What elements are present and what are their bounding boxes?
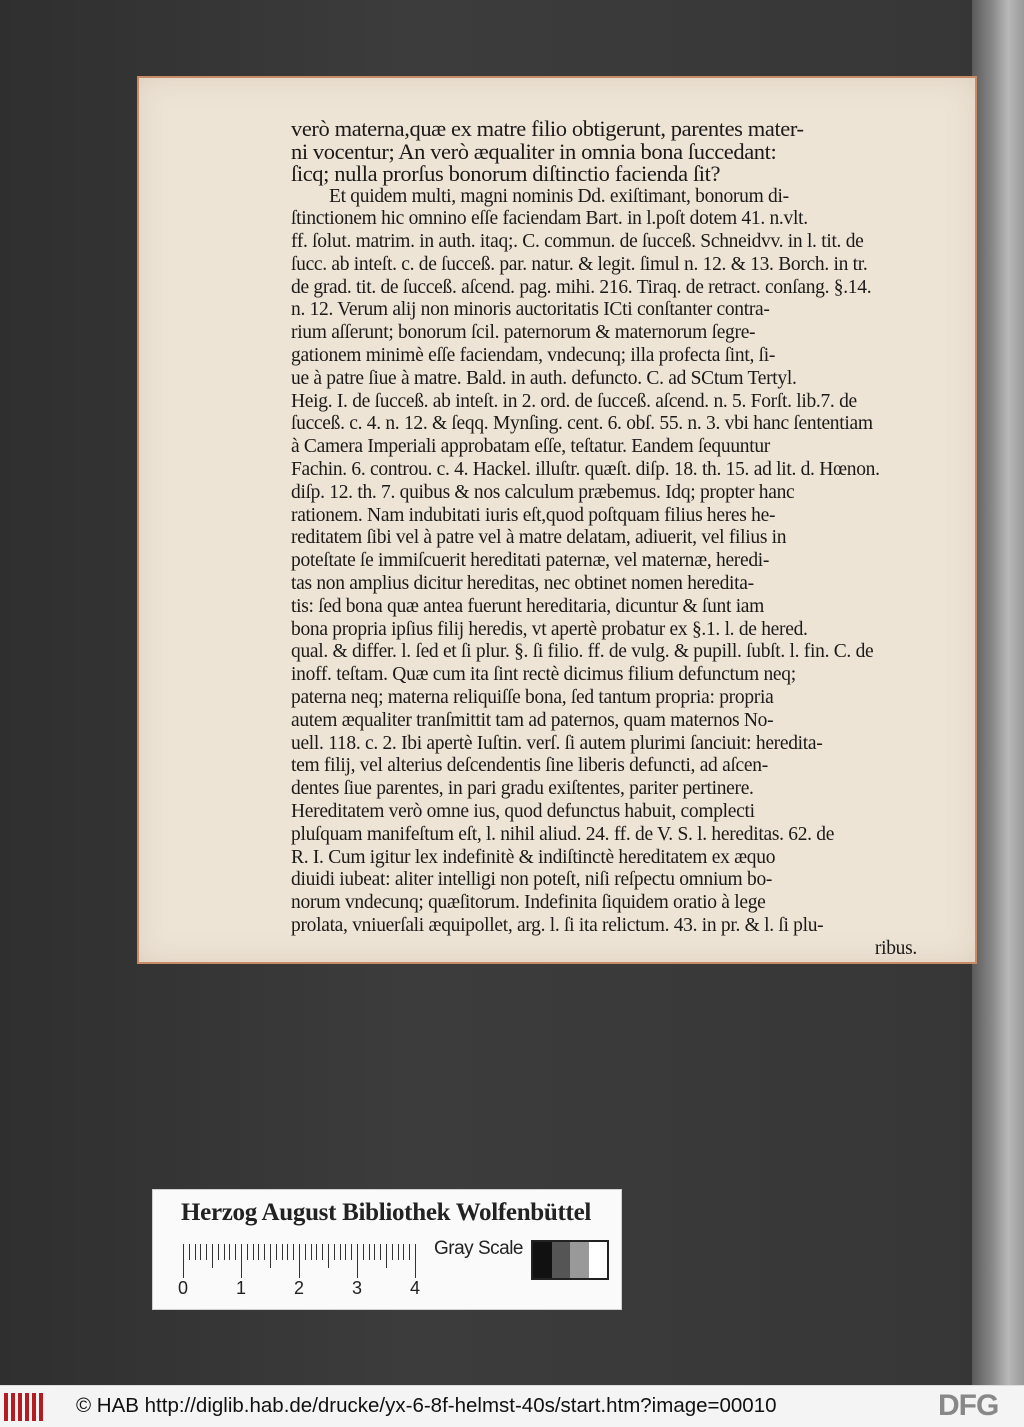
text-line: autem æqualiter tranſmittit tam ad paternos, quam maternos No-	[291, 709, 774, 731]
text-line: Fachin. 6. controu. c. 4. Hackel. illuſtr. quæſt. diſp. 18. th. 15. ad lit. d. Hœnon.	[291, 459, 880, 481]
gray-swatch	[570, 1242, 589, 1278]
footer-bar	[0, 1385, 1024, 1427]
library-name: Herzog August Bibliothek Wolfenbüttel	[181, 1199, 592, 1226]
text-line: ſucceß. c. 4. n. 12. & ſeqq. Mynſing. cent. 6. obſ. 55. n. 3. vbi hanc ſententiam	[291, 413, 873, 435]
ruler-number: 1	[236, 1278, 247, 1298]
ruler-tick	[224, 1244, 225, 1260]
text-line: reditatem ſibi vel à patre vel à matre delatam, adiuerit, vel filius in	[291, 527, 787, 549]
ruler-tick	[345, 1244, 346, 1260]
text-line: ni vocentur; An verò æqualiter in omnia bona ſuccedant:	[291, 138, 777, 164]
gray-swatch	[552, 1242, 571, 1278]
text-line: uell. 118. c. 2. Ibi apertè Iuſtin. verſ. ſi autem plurimi ſanciuit: heredita-	[291, 732, 823, 754]
ruler-tick	[258, 1244, 259, 1260]
text-line: n. 12. Verum alij non minoris auctoritatis ICti conſtanter contra-	[291, 299, 770, 321]
ruler-tick	[316, 1244, 317, 1260]
text-line: ſucc. ab inteſt. c. de ſucceß. par. natur. & legit. ſimul n. 12. & 13. Borch. in tr.	[291, 253, 868, 275]
ruler-tick	[415, 1244, 416, 1278]
ruler-tick	[392, 1244, 393, 1260]
ruler-number: 2	[294, 1278, 305, 1298]
text-line: Hereditatem verò omne ius, quod defunctus habuit, complecti	[291, 801, 755, 823]
ruler-tick	[340, 1244, 341, 1260]
ruler-tick	[282, 1244, 283, 1260]
text-line: pluſquam manifeſtum eſt, l. nihil aliud. 24. ff. de V. S. l. hereditas. 62. de	[291, 823, 835, 845]
gray-scale-swatch	[531, 1240, 609, 1280]
ruler-tick	[241, 1244, 242, 1278]
ruler-tick	[200, 1244, 201, 1260]
text-line: paterna neq; materna reliquiſſe bona, ſed tantum propria: propria	[291, 687, 774, 709]
ruler-tick	[195, 1244, 196, 1260]
text-line: prolata, vniuerſali æquipollet, arg. l. ſi ita relictum. 43. in pr. & l. ſi plu-	[291, 915, 824, 936]
text-line: poteſtate ſe immiſcuerit hereditati paternæ, vel maternæ, heredi-	[291, 550, 770, 572]
ruler-tick	[363, 1244, 364, 1260]
hab-logo-icon	[4, 1393, 44, 1421]
ruler-tick	[380, 1244, 381, 1260]
ruler-number: 0	[178, 1278, 189, 1298]
text-line: Heig. I. de ſucceß. ab inteſt. in 2. ord. de ſucceß. aſcend. n. 5. Forſt. lib.7. de	[291, 390, 857, 412]
ruler-tick	[322, 1244, 323, 1260]
text-line: tas non amplius dicitur hereditas, nec obtinet nomen heredita-	[291, 573, 754, 595]
ruler-tick	[229, 1244, 230, 1260]
text-line: inoff. teſtam. Quæ cum ita ſint rectè dicimus filium defunctum neq;	[291, 664, 796, 686]
ruler-tick	[357, 1244, 358, 1278]
ruler	[183, 1244, 423, 1280]
text-line: ſtinctionem hic omnino eſſe faciendam Bart. in l.poſt dotem 41. n.vlt.	[291, 208, 808, 230]
text-line: gationem minimè eſſe faciendam, vndecunq; illa profecta ſint, ſi-	[291, 345, 776, 367]
gray-swatch	[589, 1242, 608, 1278]
text-line: à Camera Imperiali approbatam eſſe, teſtatur. Eandem ſequuntur	[291, 436, 770, 458]
ruler-tick	[235, 1244, 236, 1260]
text-line: qual. & differ. l. ſed et ſi plur. §. ſi filio. ff. de vulg. & pupill. ſubſt. l. fin. C. de	[291, 641, 874, 663]
ruler-tick	[264, 1244, 265, 1260]
text-line: verò materna,quæ ex matre filio obtigerunt, parentes mater-	[291, 116, 804, 141]
ruler-tick	[218, 1244, 219, 1260]
ruler-tick	[189, 1244, 190, 1260]
ruler-tick	[351, 1244, 352, 1260]
text-line: rationem. Nam indubitati iuris eſt,quod poſtquam filius heres he-	[291, 504, 776, 526]
text-line: ribus.	[874, 937, 917, 959]
text-line: ff. ſolut. matrim. in auth. itaq;. C. commun. de ſucceß. Schneidvv. in l. tit. de	[291, 231, 864, 253]
ruler-tick	[276, 1244, 277, 1260]
ruler-tick	[299, 1244, 300, 1278]
ruler-tick	[212, 1244, 213, 1268]
gray-swatch	[533, 1242, 552, 1278]
ruler-tick	[311, 1244, 312, 1260]
text-line: tis: ſed bona quæ antea fuerunt hereditaria, dicuntur & ſunt iam	[291, 595, 765, 617]
text-line: rium aſſerunt; bonorum ſcil. paternorum & maternorum ſegre-	[291, 322, 756, 344]
library-label	[152, 1189, 622, 1310]
ruler-tick	[305, 1244, 306, 1260]
text-line: bona propria ipſius filij heredis, vt apertè probatur ex §.1. l. de hered.	[291, 618, 808, 640]
ruler-number: 4	[410, 1278, 421, 1298]
ruler-tick	[403, 1244, 404, 1260]
text-line: tem filij, vel alterius deſcendentis ſine liberis defuncti, ad aſcen-	[291, 755, 768, 777]
gray-scale-label: Gray Scale	[434, 1238, 523, 1259]
ruler-tick	[183, 1244, 184, 1278]
source-link[interactable]: © HAB http://diglib.hab.de/drucke/yx-6-8f-helmst-40s/start.htm?image=00010	[76, 1394, 777, 1417]
ruler-tick	[386, 1244, 387, 1268]
text-line: diſp. 12. th. 7. quibus & nos calculum præbemus. Idq; propter hanc	[291, 481, 795, 503]
ruler-tick	[334, 1244, 335, 1260]
ruler-tick	[398, 1244, 399, 1260]
book-edge	[972, 0, 1024, 1385]
ruler-tick	[287, 1244, 288, 1260]
page-text	[291, 118, 917, 961]
ruler-tick	[293, 1244, 294, 1260]
text-line: ſicq; nulla prorſus bonorum diſtinctio facienda ſit?	[291, 161, 721, 186]
text-line: dentes ſiue parentes, in pari gradu exiſtentes, pariter pertinere.	[291, 778, 754, 800]
ruler-tick	[409, 1244, 410, 1260]
dfg-logo: DFG	[938, 1389, 999, 1422]
ruler-tick	[328, 1244, 329, 1268]
text-line: diuidi iubeat: aliter intelligi non poteſt, niſi reſpectu omnium bo-	[291, 869, 773, 891]
ruler-tick	[247, 1244, 248, 1260]
text-line: ue à patre ſiue à matre. Bald. in auth. defuncto. C. ad SCtum Tertyl.	[291, 367, 797, 389]
text-line: norum vndecunq; quæſitorum. Indefinita ſiquidem oratio à lege	[291, 892, 766, 914]
ruler-tick	[253, 1244, 254, 1260]
text-line: R. I. Cum igitur lex indefinitè & indiſtinctè hereditatem ex æquo	[291, 846, 776, 868]
ruler-tick	[374, 1244, 375, 1260]
ruler-number: 3	[352, 1278, 363, 1298]
ruler-tick	[369, 1244, 370, 1260]
text-line: Et quidem multi, magni nominis Dd. exiſtimant, bonorum di-	[329, 185, 789, 207]
text-line: de grad. tit. de ſucceß. aſcend. pag. mihi. 216. Tiraq. de retract. conſang. §.14.	[291, 276, 872, 298]
ruler-tick	[206, 1244, 207, 1260]
ruler-tick	[270, 1244, 271, 1268]
